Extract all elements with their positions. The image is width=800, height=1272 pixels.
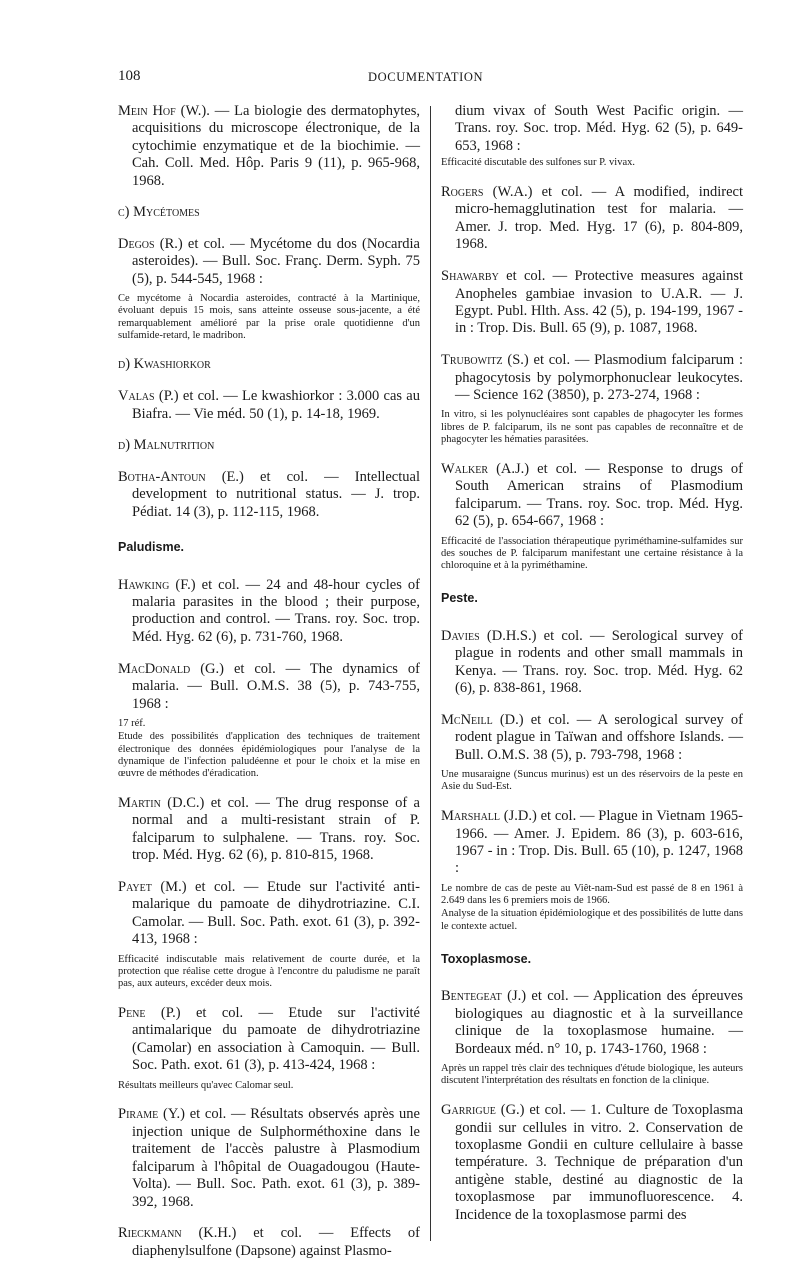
section-heading: Toxoplasmose. — [441, 952, 532, 967]
entry-note: Après un rappel très clair des techniques d'étude biologique, les auteurs discutent l'interprétation des résultats en fonction de la clinique. — [441, 1063, 743, 1087]
page-header — [118, 68, 748, 90]
entry: Pirame (Y.) et col. — Résultats observés après une injection unique de Sulphorméthoxine dans le traitement de l'accès palustre à Plasmodium falciparum à l'hôpital de Ouagadougou (Haute-Volta). — Bull. Soc. Path. exot. 61 (3), p. 389-392, 1968. — [118, 1106, 420, 1210]
entry: Martin (D.C.) et col. — The drug response of a normal and a multi-resistant strain of P. falciparum to sulphalene. — Trans. roy. Soc. trop. Méd. Hyg. 62 (6), p. 810-815, 1968. — [118, 794, 420, 864]
entry: Rogers (W.A.) et col. — A modified, indirect micro-hemagglutination test for malaria. — Amer. J. trop. Med. Hyg. 17 (6), p. 804-809, 1968. — [441, 184, 743, 253]
subsection-heading: c) Mycétomes — [118, 204, 200, 221]
entry: Garrigue (G.) et col. — 1. Culture de Toxoplasma gondii sur cellules in vitro. 2. Conservation de toxoplasme Gondii en culture cellulaire à basse température. 3. Technique de préparation d'un antigène stable, destiné au diagnostic de la toxoplasmose par immunofluorescence. 4. Incidence de la toxoplasmose parmi des — [441, 1102, 743, 1223]
entry: Pene (P.) et col. — Etude sur l'activité antimalarique du pamoate de dihydrotriazine (Camolar) en association à Camoquin. — Bull. Soc. Path. exot. 61 (3), p. 413-424, 1968 : — [118, 1005, 420, 1074]
entry-note: Efficacité indiscutable mais relativement de courte durée, et la protection que réalise cette drogue à l'encontre du paludisme ne paraît pas, aux auteurs, excéder deux mois. — [118, 953, 420, 990]
subsection-heading: d) Malnutrition — [118, 437, 215, 454]
entry: Valas (P.) et col. — Le kwashiorkor : 3.000 cas au Biafra. — Vie méd. 50 (1), p. 14-18, 1969. — [118, 388, 420, 422]
entry: Davies (D.H.S.) et col. — Serological survey of plague in rodents and other small mammals in Kenya. — Trans. roy. Soc. trop. Méd. Hyg. 62 (6), p. 838-861, 1968. — [441, 627, 743, 697]
subsection-heading: d) Kwashiorkor — [118, 356, 211, 373]
entry: MacDonald (G.) et col. — The dynamics of malaria. — Bull. O.M.S. 38 (5), p. 743-755, 1968 : — [118, 660, 420, 712]
entry: Mein Hof (W.). — La biologie des dermatophytes, acquisitions du microscope électronique, de la cytochimie enzymatique et de la biochimie. — Cah. Coll. Med. Hôp. Paris 9 (11), p. 965-968, 1968. — [118, 103, 420, 189]
entry-note: In vitro, si les polynucléaires sont capables de phagocyter les formes libres de P. falciparum, ils ne sont pas capables de reconnaître et de phagocyter les hématies parasitées. — [441, 409, 743, 446]
column-divider — [430, 106, 431, 1241]
entry: Walker (A.J.) et col. — Response to drugs of South American strains of Plasmodium falciparum. — Trans. roy. Soc. trop. Méd. Hyg. 62 (5), p. 654-667, 1968 : — [441, 460, 743, 530]
entry-note: Etude des possibilités d'application des techniques de traitement électronique des données épidémiologiques pour l'analyse de la dynamique de l'infection paludéenne et pour le choix et la mise en œuvre de méthodes d'éradication. — [118, 731, 420, 780]
section-heading: Peste. — [441, 591, 478, 606]
entry-note: Le nombre de cas de peste au Viêt-nam-Sud est passé de 8 en 1961 à 2.649 dans les 6 premiers mois de 1966. — [441, 882, 743, 907]
entry: Trubowitz (S.) et col. — Plasmodium falciparum : phagocytosis by polymorphonuclear leukocytes. — Science 162 (3850), p. 273-274, 1968 : — [441, 352, 743, 404]
entry-continued: dium vivax of South West Pacific origin. — Trans. roy. Soc. trop. Méd. Hyg. 62 (5), p. 649-653, 1968 : — [455, 103, 743, 154]
entry-note: Résultats meilleurs qu'avec Calomar seul. — [118, 1079, 294, 1091]
entry-note: Une musaraigne (Suncus murinus) est un des réservoirs de la peste en Asie du Sud-Est. — [441, 769, 743, 793]
entry: Rieckmann (K.H.) et col. — Effects of diaphenylsulfone (Dapsone) against Plasmo- — [118, 1225, 420, 1259]
running-title: DOCUMENTATION — [368, 70, 484, 84]
entry-note: Efficacité de l'association thérapeutique pyriméthamine-sulfamides sur des souches de P. falciparum manifestant une certaine résistance à la chloroquine et à la pyriméthamine. — [441, 535, 743, 572]
entry-note: Efficacité discutable des sulfones sur P. vivax. — [441, 157, 636, 169]
right-column — [441, 103, 743, 1229]
entry-note: 17 réf. — [118, 717, 146, 729]
entry: Shawarby et col. — Protective measures against Anopheles gambiae invasion to U.A.R. — J. Egypt. Publ. Hlth. Ass. 42 (5), p. 194-199, 1967 - in : Trop. Dis. Bull. 65 (9), p. 1087, 1968. — [441, 268, 743, 337]
page-number: 108 — [118, 68, 141, 84]
entry: Degos (R.) et col. — Mycétome du dos (Nocardia asteroides). — Bull. Soc. Franç. Derm. Syph. 75 (5), p. 544-545, 1968 : — [118, 235, 420, 287]
entry: Marshall (J.D.) et col. — Plague in Vietnam 1965-1966. — Amer. J. Epidem. 86 (3), p. 603-616, 1967 - in : Trop. Dis. Bull. 65 (10), p. 1247, 1968 : — [441, 808, 743, 877]
entry: Bentegeat (J.) et col. — Application des épreuves biologiques au diagnostic et à la surveillance clinique de la toxoplasmose humaine. — Bordeaux méd. n° 10, p. 1743-1760, 1968 : — [441, 988, 743, 1057]
entry: McNeill (D.) et col. — A serological survey of rodent plague in Taïwan and offshore Islands. — Bull. O.M.S. 38 (5), p. 793-798, 1968 : — [441, 711, 743, 763]
entry-note: Analyse de la situation épidémiologique et des possibilités de lutte dans le contexte actuel. — [441, 908, 743, 932]
entry: Payet (M.) et col. — Etude sur l'activité anti-malarique du pamoate de dihydrotriazine. C.I. Camolar. — Bull. Soc. Path. exot. 61 (3), p. 392-413, 1968 : — [118, 879, 420, 948]
entry: Botha-Antoun (E.) et col. — Intellectual development to nutritional status. — J. trop. Pédiat. 14 (3), p. 112-115, 1968. — [118, 468, 420, 520]
entry: Hawking (F.) et col. — 24 and 48-hour cycles of malaria parasites in the blood ; their purpose, production and control. — Trans. roy. Soc. trop. Méd. Hyg. 62 (6), p. 731-760, 1968. — [118, 576, 420, 645]
left-column — [118, 103, 420, 1265]
entry-note: Ce mycétome à Nocardia asteroides, contracté à la Martinique, évoluant depuis 15 mois, sans atteinte osseuse sous-jacente, a été remarquablement amélioré par la prise orale quotidienne d'un sulfamide-retard, le madribon. — [118, 293, 420, 342]
section-heading: Paludisme. — [118, 540, 184, 555]
